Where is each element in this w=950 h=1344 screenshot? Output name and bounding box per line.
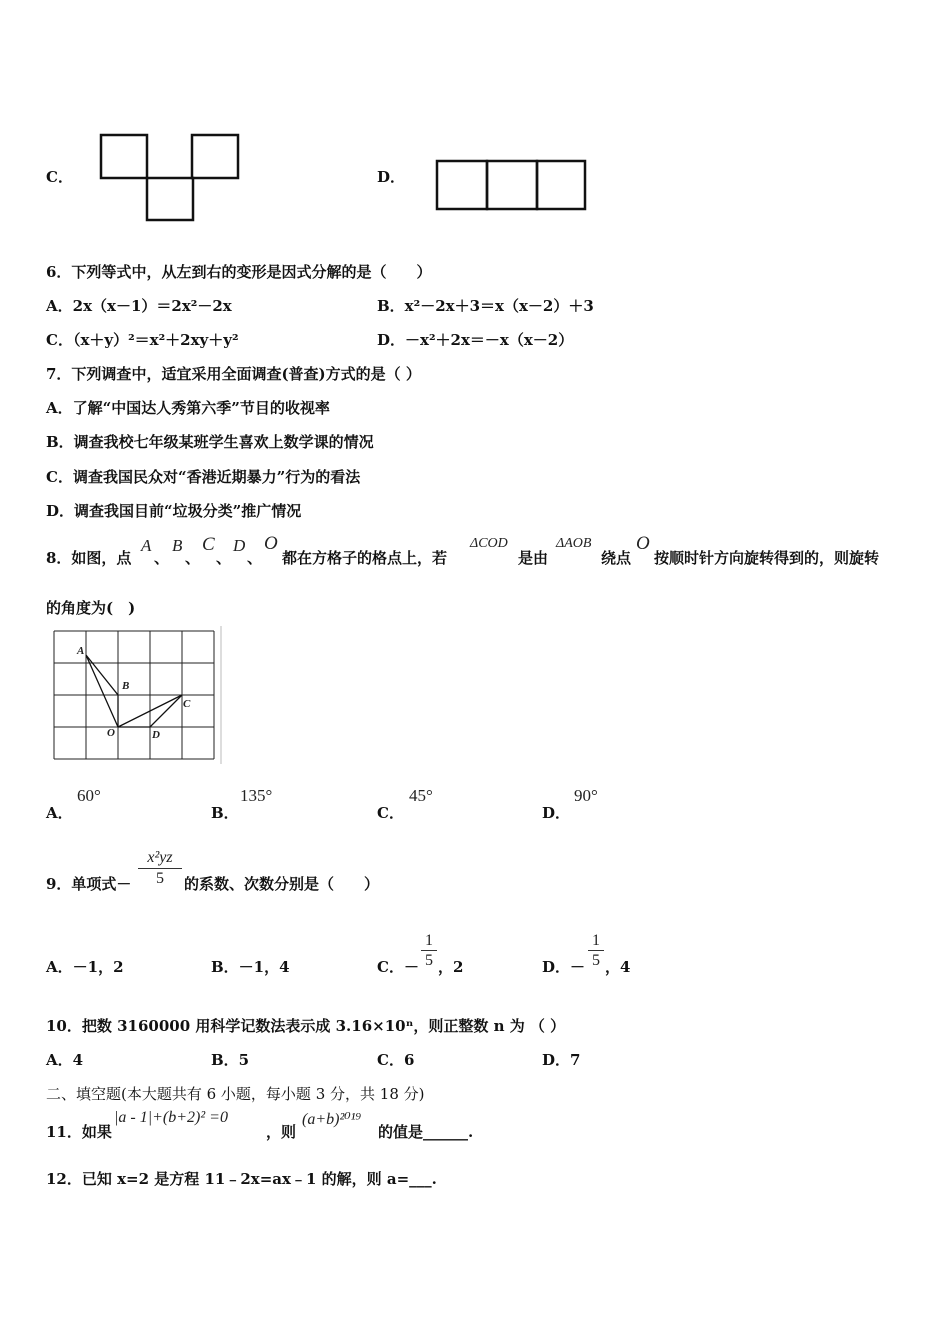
q6-option-d: D．－x²＋2x＝－x（x－2） bbox=[377, 331, 574, 349]
q5-option-d-label: D． bbox=[377, 168, 406, 186]
q8-sep-3: 、 bbox=[216, 549, 232, 567]
q9-option-c-denominator: 5 bbox=[425, 952, 433, 969]
q8-option-a-label: A． bbox=[46, 804, 73, 822]
q8-option-b-label: B． bbox=[211, 804, 239, 822]
q8-point-o: O bbox=[264, 533, 278, 554]
q8-sep-4: 、 bbox=[247, 549, 263, 567]
q8-mid-2: 是由 bbox=[518, 549, 549, 567]
q7-option-d: D．调查我国目前“垃圾分类”推广情况 bbox=[46, 502, 302, 520]
q7-option-a: A．了解“中国达人秀第六季”节目的收视率 bbox=[46, 399, 330, 417]
q9-option-b: B．－1，4 bbox=[211, 958, 290, 976]
q8-mid-3: 绕点 bbox=[601, 549, 632, 567]
q9-option-d-fraction bbox=[588, 931, 604, 970]
q8-point-o-2: O bbox=[636, 533, 650, 554]
q7-option-b: B．调查我校七年级某班学生喜欢上数学课的情况 bbox=[46, 433, 374, 451]
q11-suffix: 的值是______. bbox=[378, 1123, 474, 1141]
q11-mid: ，则 bbox=[266, 1123, 297, 1141]
q6-stem: 6．下列等式中，从左到右的变形是因式分解的是（ ） bbox=[46, 263, 432, 281]
q8-mid-4: 按顺时针方向旋转得到的，则旋转 bbox=[654, 549, 880, 567]
q5-option-d-figure bbox=[436, 160, 588, 212]
q9-option-c-label: C．－ bbox=[377, 958, 419, 976]
q8-sep-1: 、 bbox=[154, 549, 170, 567]
q9-option-c-fraction bbox=[421, 931, 437, 970]
q10-option-c: C．6 bbox=[377, 1051, 415, 1069]
q11-condition: |a - 1|+(b+2)² =0 bbox=[114, 1109, 228, 1126]
q8-point-a: A bbox=[141, 536, 152, 555]
q5-option-c-label: C． bbox=[46, 168, 73, 186]
q6-option-b: B．x²－2x＋3＝x（x－2）＋3 bbox=[377, 297, 594, 315]
section-2-heading: 二、填空题(本大题共有 6 小题，每小题 3 分，共 18 分) bbox=[46, 1085, 425, 1103]
q8-line-2: 的角度为( ) bbox=[46, 599, 136, 617]
q12-stem: 12．已知 x=2 是方程 11﹣2x=ax﹣1 的解，则 a=___. bbox=[46, 1170, 437, 1188]
q8-point-c: C bbox=[202, 534, 215, 555]
q7-option-c: C．调查我国民众对“香港近期暴力”行为的看法 bbox=[46, 468, 361, 486]
q9-fraction bbox=[138, 848, 182, 889]
q8-triangle-aob: ΔAOB bbox=[556, 536, 592, 551]
q7-stem: 7．下列调查中，适宜采用全面调查(普查)方式的是（ ） bbox=[46, 365, 421, 383]
q10-stem: 10．把数 3160000 用科学记数法表示成 3.16×10ⁿ，则正整数 n 为 （ ） bbox=[46, 1017, 566, 1035]
q9-prefix: 9．单项式－ bbox=[46, 875, 132, 893]
q9-option-c-numerator: 1 bbox=[425, 932, 433, 949]
q8-figure-label-d: D bbox=[152, 729, 160, 741]
q11-prefix: 11．如果 bbox=[46, 1123, 112, 1141]
q9-option-d-denominator: 5 bbox=[592, 952, 600, 969]
q6-option-a: A．2x（x－1）＝2x²－2x bbox=[46, 297, 232, 315]
q8-option-d-value: 90° bbox=[574, 786, 598, 805]
q9-fraction-denominator: 5 bbox=[156, 870, 164, 887]
q8-triangle-cod: ΔCOD bbox=[470, 536, 508, 551]
q8-figure-label-c: C bbox=[183, 698, 191, 710]
q8-sep-2: 、 bbox=[185, 549, 201, 567]
q10-option-d: D．7 bbox=[542, 1051, 581, 1069]
q9-option-d-rest: ，4 bbox=[605, 958, 631, 976]
q9-option-c-rest: ，2 bbox=[438, 958, 464, 976]
q8-figure-label-b: B bbox=[122, 680, 130, 692]
q8-option-b-value: 135° bbox=[240, 786, 273, 805]
q8-prefix: 8．如图，点 bbox=[46, 549, 132, 567]
q10-option-a: A．4 bbox=[46, 1051, 84, 1069]
q9-fraction-numerator: x²yz bbox=[147, 849, 173, 866]
q5-option-c-figure bbox=[100, 134, 242, 224]
q9-option-d-numerator: 1 bbox=[592, 932, 600, 949]
q11-expression: (a+b)²⁰¹⁹ bbox=[302, 1111, 362, 1128]
q8-option-c-label: C． bbox=[377, 804, 404, 822]
q9-option-d-label: D．－ bbox=[542, 958, 586, 976]
q8-option-a-value: 60° bbox=[77, 786, 101, 805]
q8-figure-label-a: A bbox=[77, 645, 85, 657]
q8-mid-1: 都在方格子的格点上，若 bbox=[282, 549, 448, 567]
q8-point-b: B bbox=[172, 536, 183, 555]
q8-figure-label-o: O bbox=[107, 727, 115, 739]
q6-option-c: C．（x＋y）²＝x²＋2xy＋y² bbox=[46, 331, 239, 349]
q9-option-a: A．－1，2 bbox=[46, 958, 124, 976]
q10-option-b: B．5 bbox=[211, 1051, 250, 1069]
q9-suffix: 的系数、次数分别是（ ） bbox=[184, 875, 380, 893]
q8-option-d-label: D． bbox=[542, 804, 571, 822]
q8-option-c-value: 45° bbox=[409, 786, 433, 805]
q8-point-d: D bbox=[233, 536, 246, 555]
